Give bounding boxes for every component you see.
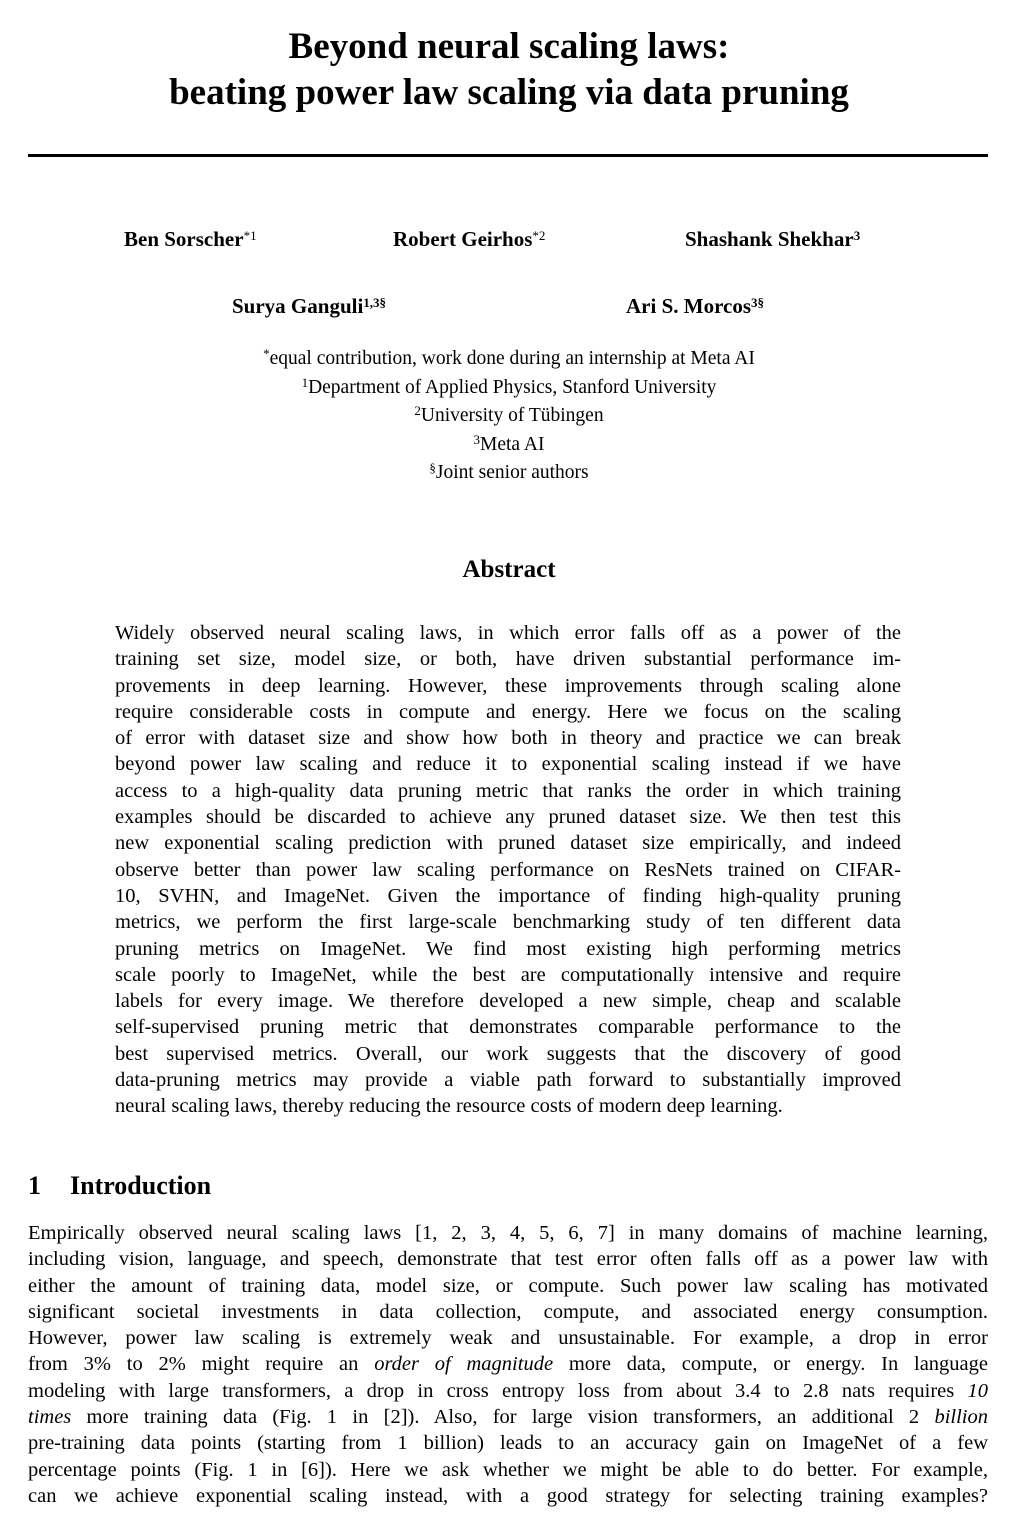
abstract-line: provements in deep learning. However, these improvements through scaling alone — [115, 674, 901, 697]
intro-line: can we achieve exponential scaling instead, with a good strategy for selecting training examples? — [28, 1484, 988, 1507]
affiliation-meta: $^3$Meta AI — [473, 431, 545, 455]
abstract-heading: Abstract — [462, 556, 556, 583]
affiliation-tuebingen: $^2$University of Tübingen — [414, 403, 604, 426]
affiliations — [0, 345, 1018, 488]
intro-line: times more training data (Fig. 1 in [2]). Also, for large vision transformers, an additional 2 billion — [28, 1406, 988, 1429]
intro-line: from 3% to 2% might require an order of magnitude more data, compute, or energy. In language — [28, 1353, 988, 1376]
intro-line: including vision, language, and speech, demonstrate that test error often falls off as a power law with — [28, 1248, 988, 1271]
title-rule — [28, 154, 988, 157]
abstract-line: access to a high-quality data pruning metric that ranks the order in which training — [115, 779, 901, 802]
abstract-line: best supervised metrics. Overall, our work suggests that the discovery of good — [115, 1042, 901, 1065]
author-ben-sorscher: Ben Sorscher$^{*1}$ — [124, 227, 257, 251]
abstract-line: new exponential scaling prediction with pruned dataset size empirically, and indeed — [115, 832, 901, 855]
intro-body — [28, 1220, 988, 1509]
abstract-line: 10, SVHN, and ImageNet. Given the importance of finding high-quality pruning — [115, 884, 901, 907]
abstract-line: beyond power law scaling and reduce it to exponential scaling instead if we have — [115, 753, 901, 776]
affiliation-stanford: $^1$Department of Applied Physics, Stanford University — [301, 374, 717, 398]
author-surya-ganguli: Surya Ganguli$^{1,3\S}$ — [232, 294, 387, 318]
author-robert-geirhos: Robert Geirhos$^{*2}$ — [393, 227, 546, 251]
abstract-line: pruning metrics on ImageNet. We find most existing high performing metrics — [115, 937, 901, 960]
title-line-2: beating power law scaling via data pruning — [169, 72, 849, 113]
affiliation-equal: *equal contribution, work done during an internship at Meta AI — [263, 346, 755, 369]
section-heading — [28, 1170, 211, 1202]
author-ari-morcos: Ari S. Morcos$^{3\S}$ — [626, 294, 765, 318]
intro-line: percentage points (Fig. 1 in [6]). Here we ask whether we might be able to do better. For example, — [28, 1458, 988, 1481]
abstract-line: of error with dataset size and show how both in theory and practice we can break — [115, 727, 901, 750]
abstract-line: self-supervised pruning metric that demonstrates comparable performance to the — [115, 1016, 901, 1039]
abstract-line: data-pruning metrics may provide a viable path forward to substantially improved — [115, 1069, 901, 1092]
intro-line: However, power law scaling is extremely weak and unsustainable. For example, a drop in error — [28, 1327, 988, 1350]
affiliation-senior: §Joint senior authors — [429, 460, 589, 483]
author-shashank-shekhar: Shashank Shekhar$^3$ — [685, 227, 861, 251]
section-title: Introduction — [70, 1171, 212, 1200]
intro-line: pre-training data points (starting from 1 billion) leads to an accuracy gain on ImageNet of a few — [28, 1432, 988, 1455]
abstract-line: scale poorly to ImageNet, while the best are computationally intensive and require — [115, 963, 901, 986]
abstract-line: Widely observed neural scaling laws, in which error falls off as a power of the — [115, 622, 901, 644]
intro-line: modeling with large transformers, a drop in cross entropy loss from about 3.4 to 2.8 nats requires 10 — [28, 1379, 988, 1402]
abstract-line: neural scaling laws, thereby reducing the resource costs of modern deep learning. — [115, 1095, 783, 1118]
intro-line: either the amount of training data, model size, or compute. Such power law scaling has motivated — [28, 1274, 988, 1297]
abstract-line: observe better than power law scaling performance on ResNets trained on CIFAR- — [115, 858, 901, 881]
paper-title — [0, 24, 1018, 116]
abstract-body — [115, 620, 901, 1120]
abstract-line: examples should be discarded to achieve any pruned dataset size. We then test this — [115, 806, 901, 829]
abstract-line: metrics, we perform the first large-scale benchmarking study of ten different data — [115, 911, 901, 934]
title-line-1: Beyond neural scaling laws: — [288, 26, 730, 67]
abstract-line: require considerable costs in compute and energy. Here we focus on the scaling — [115, 700, 901, 723]
intro-line: significant societal investments in data collection, compute, and associated energy consumption. — [28, 1300, 988, 1323]
section-number: 1 — [28, 1171, 41, 1200]
abstract-line: labels for every image. We therefore developed a new simple, cheap and scalable — [115, 990, 901, 1013]
abstract-line: training set size, model size, or both, have driven substantial performance im- — [115, 648, 901, 671]
intro-line: Empirically observed neural scaling laws [1, 2, 3, 4, 5, 6, 7] in many domains of machine learning, — [28, 1222, 988, 1244]
